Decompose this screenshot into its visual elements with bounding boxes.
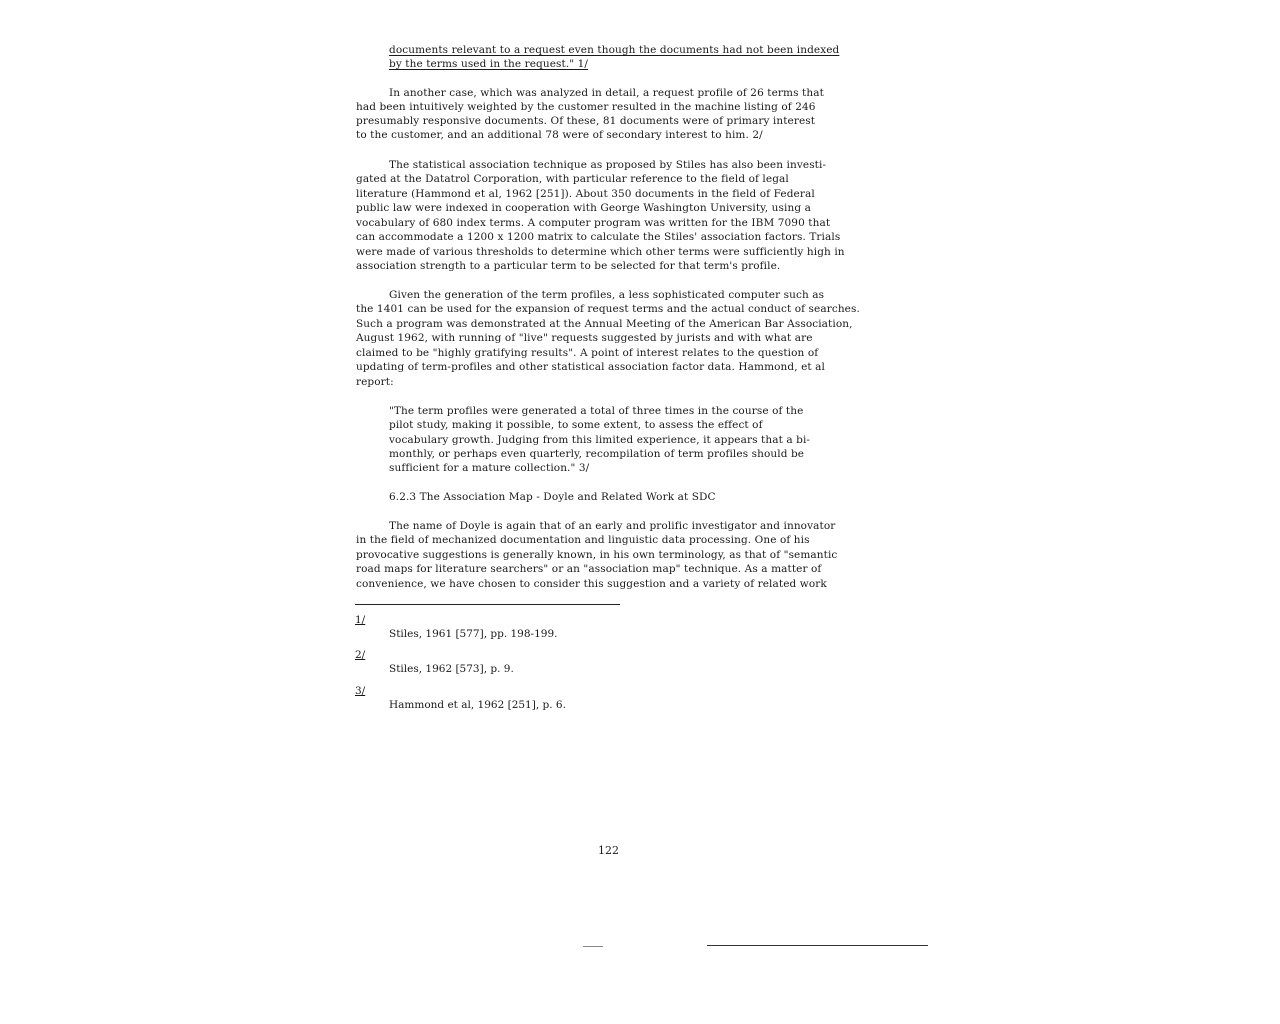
paragraph-line: In another case, which was analyzed in detail, a request profile of 26 terms that: [389, 87, 824, 99]
quote-continuation-line-2: by the terms used in the request." 1/: [389, 58, 589, 70]
section-heading: 6.2.3 The Association Map - Doyle and Related Work at SDC: [389, 491, 716, 503]
block-quote-line: monthly, or perhaps even quarterly, recompilation of term profiles should be: [389, 448, 805, 460]
paragraph-line: updating of term-profiles and other statistical association factor data. Hammond, et al: [356, 361, 825, 373]
paragraph-line: literature (Hammond et al, 1962 [251]). About 350 documents in the field of Federal: [356, 188, 815, 200]
paragraph-line: road maps for literature searchers" or an "association map" technique. As a matter of: [356, 563, 822, 575]
paragraph-line: had been intuitively weighted by the customer resulted in the machine listing of 246: [356, 101, 816, 113]
block-quote-line: vocabulary growth. Judging from this limited experience, it appears that a bi-: [389, 434, 811, 446]
footnote-mark: 3/: [355, 685, 366, 697]
footnote-mark: 2/: [355, 649, 366, 661]
paragraph-line: August 1962, with running of "live" requests suggested by jurists and with what are: [356, 332, 813, 344]
paragraph-line: presumably responsive documents. Of these, 81 documents were of primary interest: [356, 115, 816, 127]
block-quote-line: pilot study, making it possible, to some extent, to assess the effect of: [389, 419, 763, 431]
footnote-mark: 1/: [355, 614, 366, 626]
paragraph-line: gated at the Datatrol Corporation, with particular reference to the field of legal: [356, 173, 789, 185]
paragraph-line: Given the generation of the term profiles, a less sophisticated computer such as: [389, 289, 825, 301]
paragraph-line: convenience, we have chosen to consider this suggestion and a variety of related work: [356, 578, 827, 590]
block-quote-line: "The term profiles were generated a total of three times in the course of the: [389, 405, 804, 417]
paragraph-line: report:: [356, 376, 394, 388]
footnote-text: Stiles, 1961 [577], pp. 198-199.: [389, 628, 558, 640]
paragraph-line: in the field of mechanized documentation and linguistic data processing. One of his: [356, 534, 810, 546]
paragraph-line: association strength to a particular term to be selected for that term's profile.: [356, 260, 781, 272]
scan-artifact-mark: [583, 946, 603, 947]
paragraph-line: The statistical association technique as proposed by Stiles has also been investi-: [389, 159, 827, 171]
scan-artifact-line: [707, 945, 928, 946]
paragraph-line: The name of Doyle is again that of an early and prolific investigator and innovator: [389, 520, 836, 532]
paragraph-line: vocabulary of 680 index terms. A computer program was written for the IBM 7090 that: [356, 217, 831, 229]
paragraph-line: to the customer, and an additional 78 were of secondary interest to him. 2/: [356, 129, 763, 141]
footnote-divider: [355, 604, 620, 605]
page-number: 122: [598, 844, 619, 857]
footnote-text: Stiles, 1962 [573], p. 9.: [389, 663, 514, 675]
paragraph-line: Such a program was demonstrated at the Annual Meeting of the American Bar Association,: [356, 318, 853, 330]
footnote-text: Hammond et al, 1962 [251], p. 6.: [389, 699, 566, 711]
paragraph-line: public law were indexed in cooperation with George Washington University, using a: [356, 202, 811, 214]
paragraph-line: claimed to be "highly gratifying results". A point of interest relates to the question of: [356, 347, 819, 359]
paragraph-line: can accommodate a 1200 x 1200 matrix to calculate the Stiles' association factors. Trials: [356, 231, 841, 243]
paragraph-line: provocative suggestions is generally known, in his own terminology, as that of "semantic: [356, 549, 838, 561]
paragraph-line: were made of various thresholds to determine which other terms were sufficiently high in: [356, 246, 845, 258]
block-quote-line: sufficient for a mature collection." 3/: [389, 462, 590, 474]
quote-continuation-line-1: documents relevant to a request even though the documents had not been indexed: [389, 44, 840, 56]
paragraph-line: the 1401 can be used for the expansion of request terms and the actual conduct of searches.: [356, 303, 860, 315]
